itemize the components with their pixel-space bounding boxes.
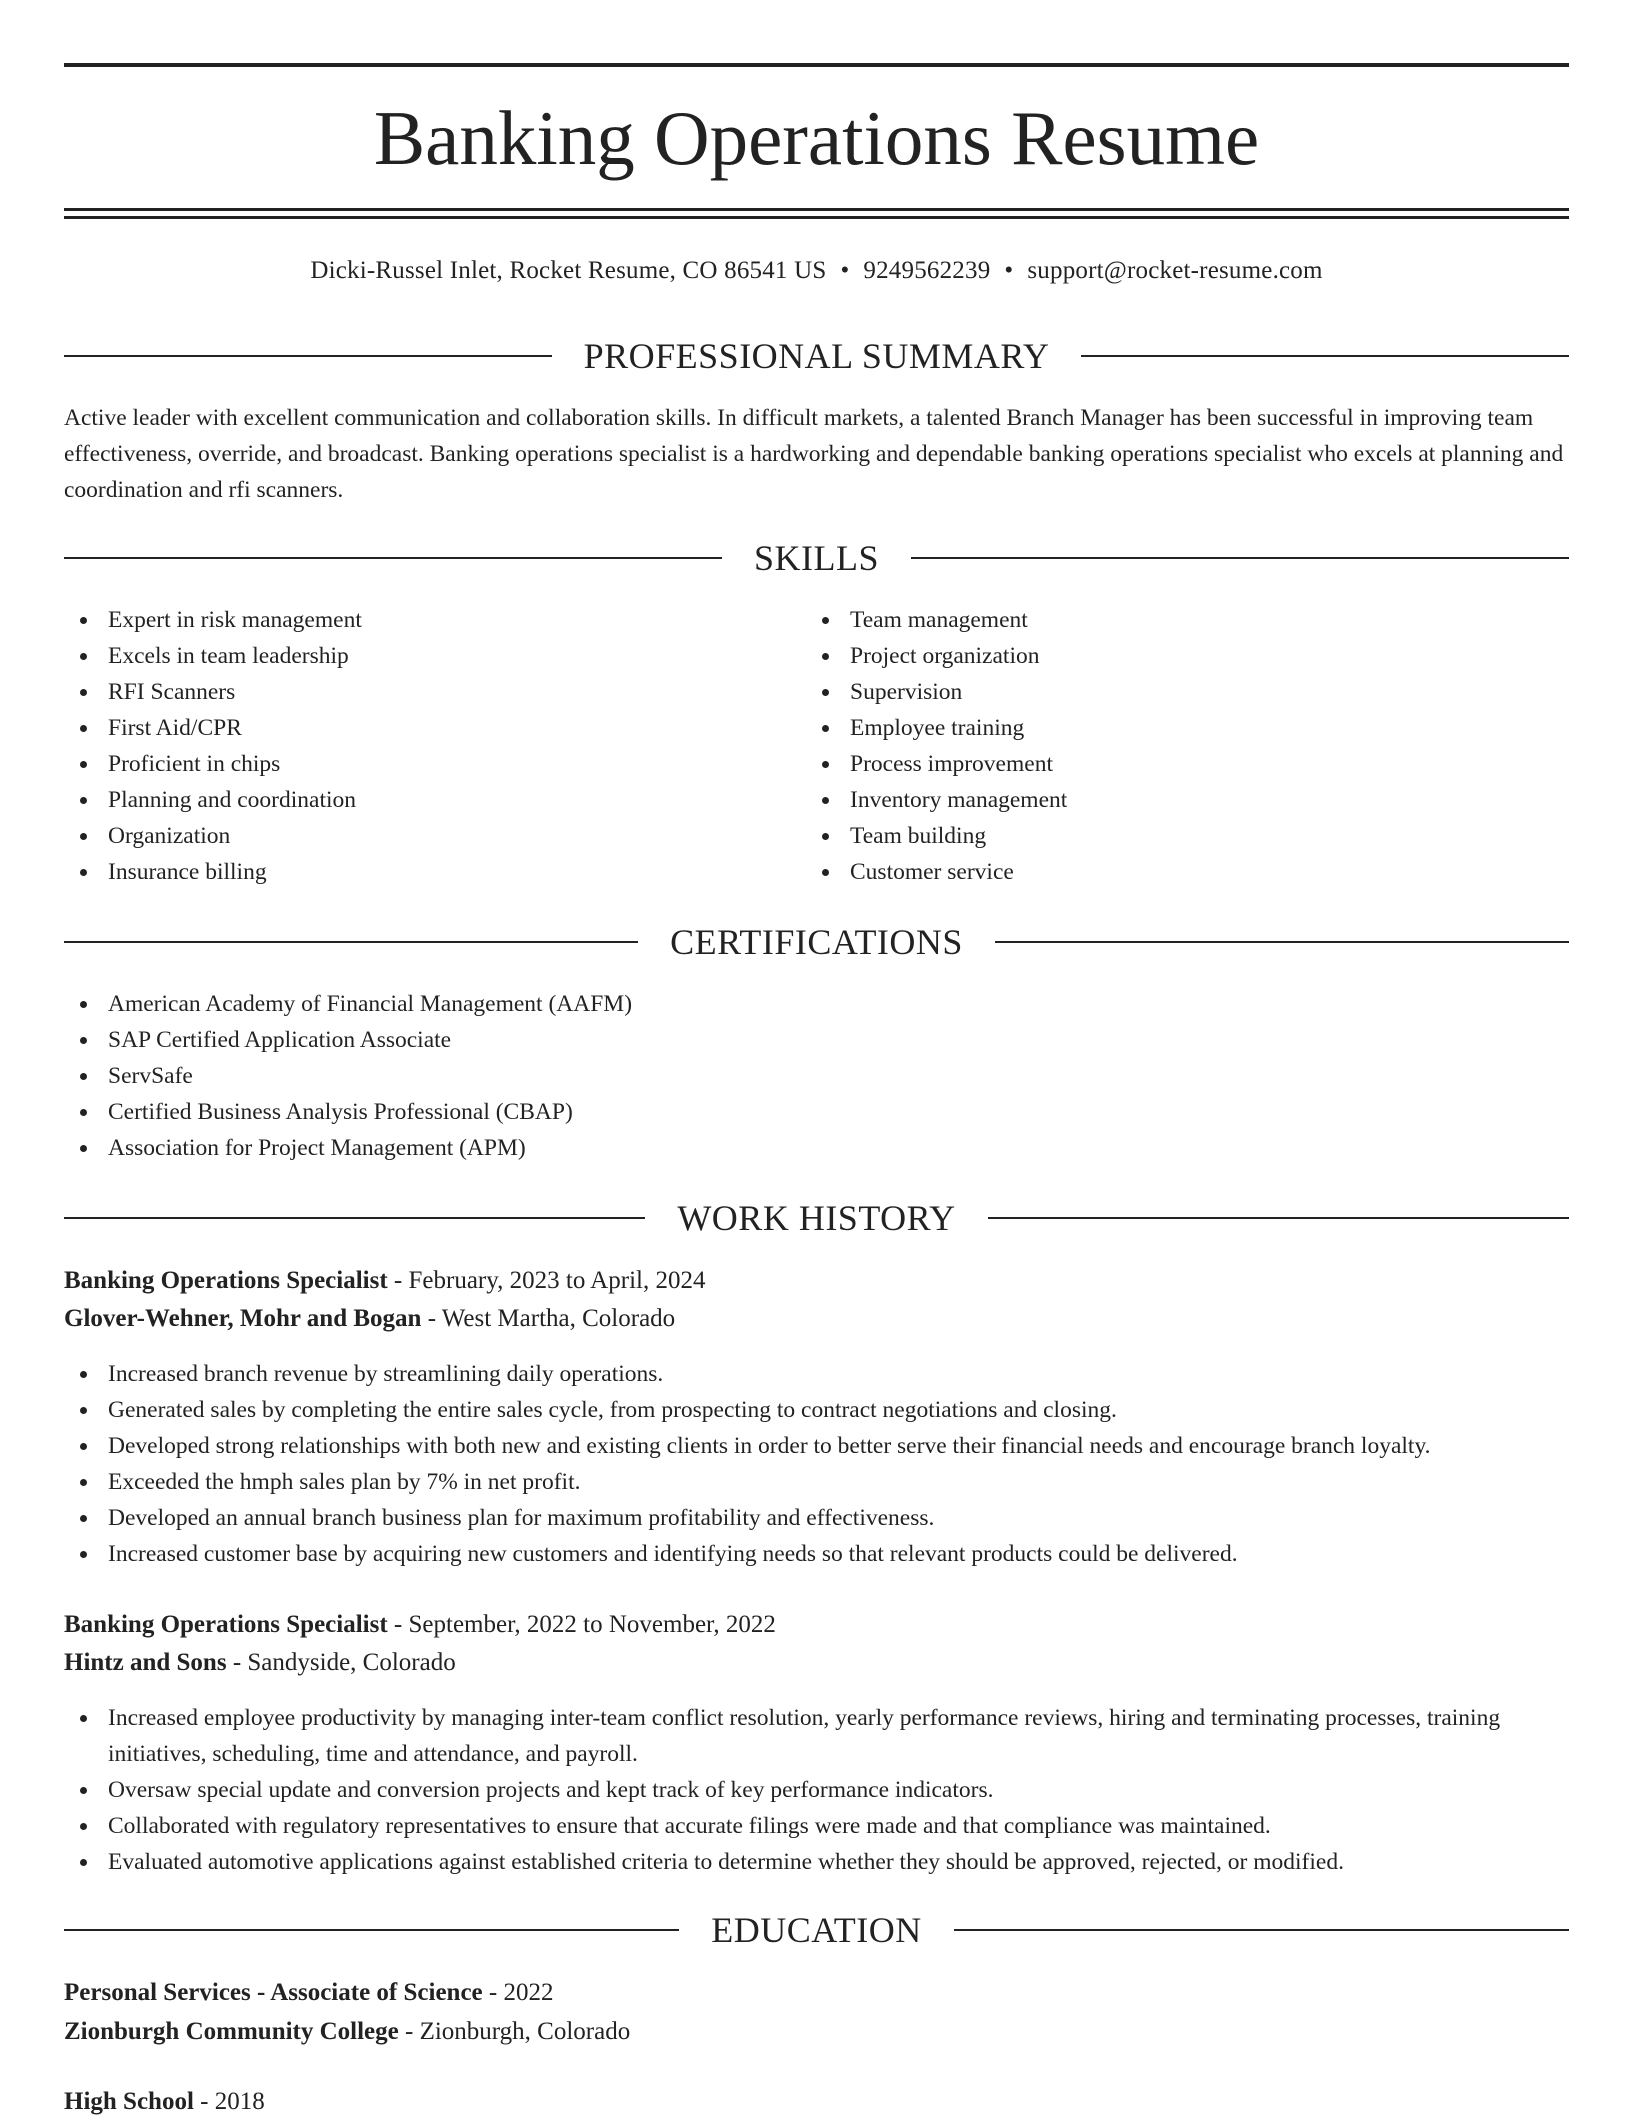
job-bullet: Increased customer base by acquiring new customers and identifying needs so that relevant products could be delivered. [64, 1536, 1569, 1572]
contact-line [64, 254, 1569, 288]
skill-item: Team building [806, 818, 1506, 854]
job-location: - West Martha, Colorado [421, 1305, 676, 1332]
job-company-line [64, 1301, 1569, 1337]
job-bullet: Evaluated automotive applications against established criteria to determine whether they should be approved, rejected, or modified. [64, 1844, 1569, 1880]
job-bullet: Oversaw special update and conversion projects and kept track of key performance indicators. [64, 1772, 1569, 1808]
education-degree: High School [64, 2088, 194, 2115]
job-bullet: Increased branch revenue by streamlining daily operations. [64, 1356, 1569, 1392]
section-title-work-history: WORK HISTORY [677, 1198, 956, 1238]
section-header-education [64, 1908, 1569, 1952]
skill-item: Customer service [806, 854, 1506, 890]
education-school-line [64, 2014, 1569, 2050]
section-title-certifications: CERTIFICATIONS [670, 922, 963, 962]
section-rule-right [1081, 355, 1569, 357]
certifications-list [64, 986, 1569, 1166]
job-bullets [64, 1700, 1569, 1880]
job-company: Hintz and Sons [64, 1649, 227, 1676]
section-rule-right [954, 1929, 1569, 1931]
section-rule-left [64, 1929, 679, 1931]
skill-item: Insurance billing [64, 854, 764, 890]
job-bullet: Increased employee productivity by managing inter-team conflict resolution, yearly performance reviews, hiring and terminating processes, training initiatives, scheduling, time and attendance, and payroll. [64, 1700, 1569, 1772]
section-rule-right [911, 557, 1569, 559]
job-bullet: Collaborated with regulatory representatives to ensure that accurate filings were made and that compliance was maintained. [64, 1808, 1569, 1844]
contact-email[interactable]: support@rocket-resume.com [1027, 257, 1323, 284]
section-title-summary: PROFESSIONAL SUMMARY [583, 336, 1050, 376]
skill-item: Supervision [806, 674, 1506, 710]
top-rule [64, 63, 1569, 67]
skill-item: Project organization [806, 638, 1506, 674]
section-rule-left [64, 941, 638, 943]
contact-separator: • [840, 257, 850, 284]
section-header-certifications [64, 920, 1569, 964]
education-degree-line [64, 1975, 1569, 2011]
job-company-line [64, 1645, 1569, 1681]
skill-item: Excels in team leadership [64, 638, 764, 674]
education-year: - 2018 [193, 2088, 265, 2115]
job-dates: - February, 2023 to April, 2024 [387, 1267, 706, 1294]
contact-phone[interactable]: 9249562239 [863, 257, 991, 284]
job-title: Banking Operations Specialist [64, 1611, 388, 1638]
job-bullet: Exceeded the hmph sales plan by 7% in net profit. [64, 1464, 1569, 1500]
skill-item: First Aid/CPR [64, 710, 764, 746]
education-degree: Personal Services - Associate of Science [64, 1979, 483, 2006]
section-rule-right [995, 941, 1569, 943]
resume-title: Banking Operations Resume [373, 95, 1260, 181]
skill-item: Proficient in chips [64, 746, 764, 782]
skills-list-right [806, 602, 1506, 890]
job-title-line [64, 1263, 1569, 1299]
education-year: - 2022 [482, 1979, 554, 2006]
section-title-education: EDUCATION [711, 1910, 922, 1950]
title-double-rule [64, 208, 1569, 219]
skill-item: Team management [806, 602, 1506, 638]
section-rule-left [64, 1217, 645, 1219]
skill-item: Inventory management [806, 782, 1506, 818]
skill-item: RFI Scanners [64, 674, 764, 710]
section-header-work-history [64, 1196, 1569, 1240]
section-header-summary [64, 334, 1569, 378]
job-company: Glover-Wehner, Mohr and Bogan [64, 1305, 422, 1332]
certification-item: Association for Project Management (APM) [64, 1130, 1569, 1166]
skill-item: Process improvement [806, 746, 1506, 782]
skill-item: Organization [64, 818, 764, 854]
job-title: Banking Operations Specialist [64, 1267, 388, 1294]
section-rule-right [988, 1217, 1569, 1219]
education-school: Zionburgh Community College [64, 2018, 399, 2045]
skill-item: Expert in risk management [64, 602, 764, 638]
certification-item: SAP Certified Application Associate [64, 1022, 1569, 1058]
skills-list-left [64, 602, 764, 890]
job-bullets [64, 1356, 1569, 1572]
skill-item: Employee training [806, 710, 1506, 746]
skill-item: Planning and coordination [64, 782, 764, 818]
certification-item: Certified Business Analysis Professional (CBAP) [64, 1094, 1569, 1130]
job-bullet: Developed strong relationships with both new and existing clients in order to better serve their financial needs and encourage branch loyalty. [64, 1428, 1569, 1464]
job-bullet: Generated sales by completing the entire sales cycle, from prospecting to contract negotiations and closing. [64, 1392, 1569, 1428]
section-rule-left [64, 557, 722, 559]
job-title-line [64, 1607, 1569, 1643]
section-rule-left [64, 355, 552, 357]
contact-separator: • [1004, 257, 1014, 284]
contact-address: Dicki-Russel Inlet, Rocket Resume, CO 86541 US [310, 257, 827, 284]
job-bullet: Developed an annual branch business plan for maximum profitability and effectiveness. [64, 1500, 1569, 1536]
education-location: - Zionburgh, Colorado [398, 2018, 631, 2045]
job-dates: - September, 2022 to November, 2022 [387, 1611, 776, 1638]
section-title-skills: SKILLS [754, 538, 880, 578]
education-degree-line [64, 2084, 1569, 2120]
job-location: - Sandyside, Colorado [226, 1649, 456, 1676]
section-header-skills [64, 536, 1569, 580]
certification-item: American Academy of Financial Management (AAFM) [64, 986, 1569, 1022]
summary-paragraph: Active leader with excellent communication and collaboration skills. In difficult markets, a talented Branch Manager has been successful in improving team effectiveness, override, and broadcast. Banking operations specialist is a hardworking and dependable banking operations specialist who excels at planning and coordination and rfi scanners. [64, 405, 1564, 503]
certification-item: ServSafe [64, 1058, 1569, 1094]
